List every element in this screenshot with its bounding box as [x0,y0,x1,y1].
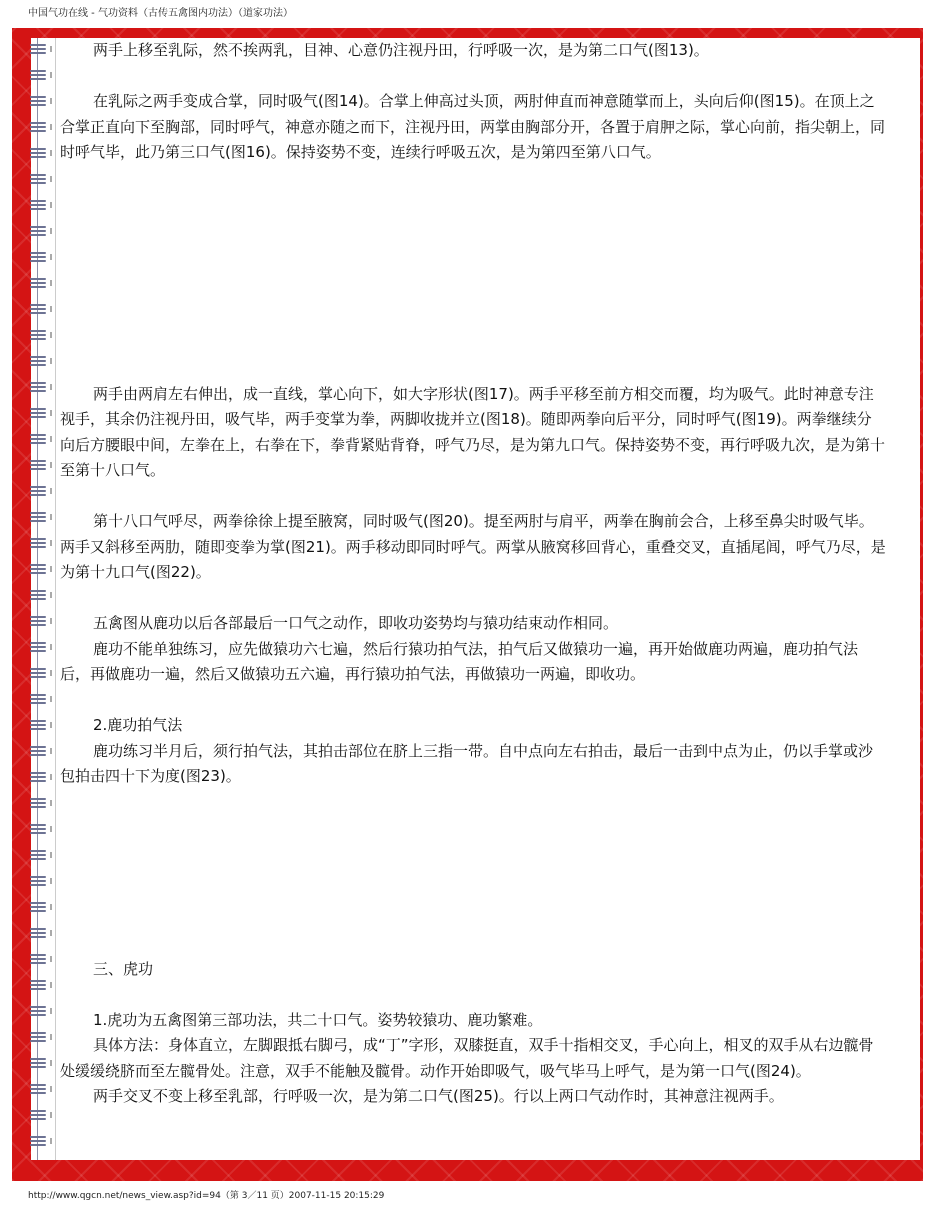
binder-ring-icon [30,460,48,470]
binder-ring-icon [30,798,48,808]
section-heading: 2.鹿功拍气法 [93,716,183,734]
binder-ring-icon [30,512,48,522]
paragraph: 五禽图从鹿功以后各部最后一口气之动作，即收功姿势均与猿功结束动作相同。 [93,614,619,632]
binder-ring-icon [30,200,48,210]
binder-ring-icon [30,720,48,730]
article-content [60,38,886,1110]
paragraph: 两手上移至乳际，然不挨两乳，目神、心意仍注视丹田，行呼吸一次，是为第二口气(图13)。 [93,41,709,59]
binder-ring-icon [30,1058,48,1068]
binder-ring-icon [30,564,48,574]
binder-ring-icon [30,902,48,912]
binder-ring-icon [30,382,48,392]
binder-ring-icon [30,928,48,938]
binder-ring-icon [30,226,48,236]
binder-ring-icon [30,356,48,366]
binder-ring-icon [30,122,48,132]
binder-ring-icon [30,642,48,652]
binder-ring-icon [30,252,48,262]
paragraph: 第十八口气呼尽，两拳徐徐上提至腋窝，同时吸气(图20)。提至两肘与肩平，两拳在胸前会合，上移至鼻尖时吸气毕。两手又斜移至两肋，随即变拳为掌(图21)。两手移动即同时呼气。两掌从腋窝移回背心，重叠交叉，直插尾闾，呼气乃尽，是为第十九口气(图22)。 [60,512,886,581]
binder-ring-icon [30,538,48,548]
paragraph: 1.虎功为五禽图第三部功法，共二十口气。姿势较猿功、鹿功繁难。 [93,1010,543,1029]
binder-ring-icon [30,694,48,704]
paragraph: 两手交叉不变上移至乳部，行呼吸一次，是为第二口气(图25)。行以上两口气动作时，其神意注视两手。 [93,1087,784,1105]
binder-ring-icon [30,980,48,990]
binder-ring-icon [30,1084,48,1094]
binder-ring-icon [30,1110,48,1120]
binder-ring-icon [30,304,48,314]
paragraph: 鹿功练习半月后，须行拍气法，其拍击部位在脐上三指一带。自中点向左右拍击，最后一击到中点为止，仍以手掌或沙包拍击四十下为度(图23)。 [60,741,874,785]
binder-ring-icon [30,746,48,756]
paragraph: 具体方法：身体直立，左脚跟抵右脚弓，成“丁”字形，双膝挺直，双手十指相交叉，手心向上，相叉的双手从右边髋骨处缓缓绕脐而至左髋骨处。注意，双手不能触及髋骨。动作开始即吸气，吸气毕马上呼气，是为第一口气(图24)。 [60,1036,874,1080]
page-header: 中国气功在线 - 气功资料（古传五禽图内功法）（道家功法） [28,8,293,19]
binder-ring-icon [30,1136,48,1146]
binder-ring-icon [30,70,48,80]
binder-ring-icon [30,486,48,496]
binder-ring-icon [30,434,48,444]
binder-ring-icon [30,954,48,964]
binder-ring-icon [30,772,48,782]
binder-ring-icon [30,96,48,106]
binder-ring-icon [30,1032,48,1042]
binder-ring-icon [30,590,48,600]
binder-ring-icon [30,174,48,184]
paragraph: 两手由两肩左右伸出，成一直线，掌心向下，如大字形状(图17)。两手平移至前方相交而覆，均为吸气。此时神意专注视手，其余仍注视丹田，吸气毕，两手变掌为拳，两脚收拢并立(图18)。随即两拳向后平分，同时呼气(图19)。两拳继续分向后方腰眼中间，左拳在上，右拳在下，拳背紧贴背脊，呼气乃尽，是为第九口气。保持姿势不变，再行呼吸九次，是为第十至第十八口气。 [60,384,886,479]
paragraph: 鹿功不能单独练习，应先做猿功六七遍，然后行猿功拍气法，拍气后又做猿功一遍，再开始做鹿功两遍，鹿功拍气法后，再做鹿功一遍，然后又做猿功五六遍，再行猿功拍气法，再做猿功一两遍，即收功。 [60,639,859,683]
binder-ring-icon [30,278,48,288]
binder-ring-icon [30,1006,48,1016]
binder-ring-icon [30,824,48,834]
binder-ring-icon [30,668,48,678]
section-heading: 三、虎功 [93,959,154,978]
binder-ring-icon [30,148,48,158]
page-footer: http://www.qgcn.net/news_view.asp?id=94（第 3／11 页）2007-11-15 20:15:29 [28,1191,385,1201]
binder-spine [31,38,56,1160]
binder-ring-icon [30,616,48,626]
binder-ring-icon [30,330,48,340]
binder-ring-icon [30,44,48,54]
paragraph: 在乳际之两手变成合掌，同时吸气(图14)。合掌上伸高过头顶，两肘伸直而神意随掌而上，头向后仰(图15)。在顶上之合掌正直向下至胸部，同时呼气，神意亦随之而下，注视丹田，两掌由胸部分开，各置于肩胛之际，掌心向前，指尖朝上，同时呼气毕，此乃第三口气(图16)。保持姿势不变，连续行呼吸五次，是为第四至第八口气。 [60,92,886,161]
binder-ring-icon [30,850,48,860]
binder-ring-icon [30,408,48,418]
binder-ring-icon [30,876,48,886]
